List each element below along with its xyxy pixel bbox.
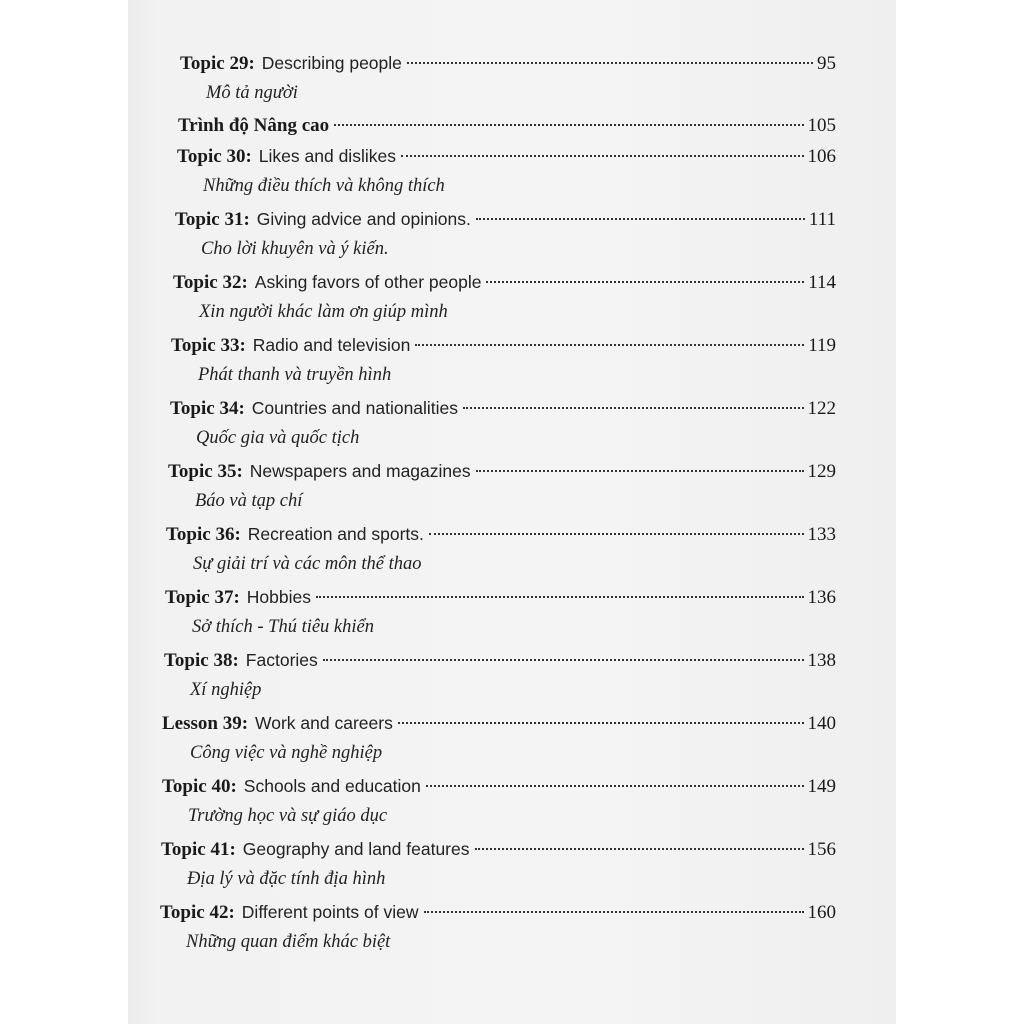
topic-title: Schools and education	[243, 776, 421, 796]
toc-entry-topic-38	[128, 643, 896, 706]
toc-entry-topic-35	[128, 454, 896, 517]
toc-entry-topic-32	[128, 265, 896, 328]
dot-leader	[316, 596, 803, 598]
dot-leader	[334, 124, 803, 126]
topic-title: Countries and nationalities	[251, 398, 459, 418]
toc-line	[173, 265, 836, 299]
toc-entry-topic-37	[128, 580, 896, 643]
topic-label: Topic 41:	[161, 839, 236, 860]
toc-line	[164, 643, 836, 677]
topic-title: Giving advice and opinions.	[256, 209, 471, 229]
topic-title: Describing people	[261, 53, 402, 73]
dot-leader	[398, 722, 804, 724]
page-number: 160	[807, 902, 836, 923]
topic-subtitle: Trường học và sự giáo dục	[188, 806, 388, 826]
topic-title: Newspapers and magazines	[249, 461, 471, 481]
page-number: 119	[808, 335, 836, 356]
toc-line	[175, 202, 836, 236]
page-number: 111	[808, 209, 836, 230]
topic-subtitle: Cho lời khuyên và ý kiến.	[201, 239, 389, 259]
topic-label: Topic 36:	[166, 524, 241, 545]
topic-label: Topic 37:	[165, 587, 240, 608]
dot-leader	[415, 344, 804, 346]
topic-subtitle: Báo và tạp chí	[195, 491, 303, 511]
page-number: 122	[807, 398, 836, 419]
toc-entry-topic-33	[128, 328, 896, 391]
toc-line	[162, 706, 836, 740]
dot-leader	[475, 848, 804, 850]
dot-leader	[401, 155, 804, 157]
dot-leader	[429, 533, 804, 535]
topic-subtitle: Công việc và nghề nghiệp	[190, 743, 383, 763]
page-number: 129	[807, 461, 836, 482]
topic-title: Work and careers	[255, 713, 393, 733]
topic-title: Likes and dislikes	[258, 146, 396, 166]
topic-subtitle: Những quan điểm khác biệt	[186, 932, 391, 952]
section-label: Trình độ Nâng cao	[178, 115, 330, 136]
topic-label: Topic 32:	[173, 272, 248, 293]
topic-title: Hobbies	[246, 587, 312, 607]
topic-label: Topic 40:	[162, 776, 237, 797]
dot-leader	[463, 407, 803, 409]
dot-leader	[407, 62, 813, 64]
topic-label: Topic 29:	[180, 53, 255, 74]
toc-line	[165, 580, 836, 614]
topic-subtitle: Những điều thích và không thích	[203, 176, 445, 196]
topic-subtitle: Mô tả người	[206, 83, 298, 103]
toc-line	[170, 391, 836, 425]
topic-title: Different points of view	[241, 902, 419, 922]
topic-subtitle: Xí nghiệp	[190, 680, 262, 700]
page-number: 105	[807, 115, 836, 136]
page-number: 149	[807, 776, 836, 797]
topic-subtitle: Phát thanh và truyền hình	[198, 365, 392, 385]
toc-entry-topic-34	[128, 391, 896, 454]
toc-entry-topic-36	[128, 517, 896, 580]
toc-entry-topic-31	[128, 202, 896, 265]
topic-label: Topic 33:	[171, 335, 246, 356]
toc-line	[168, 454, 836, 488]
page-number: 136	[807, 587, 836, 608]
toc-section-heading	[128, 109, 896, 139]
topic-title: Geography and land features	[242, 839, 470, 859]
topic-subtitle: Xin người khác làm ơn giúp mình	[199, 302, 448, 322]
topic-subtitle: Sự giải trí và các môn thể thao	[193, 554, 422, 574]
table-of-contents	[128, 46, 896, 958]
page-number: 106	[807, 146, 836, 167]
page-number: 133	[807, 524, 836, 545]
toc-entry-topic-29	[128, 46, 896, 109]
book-page	[128, 0, 896, 1024]
toc-line	[162, 769, 836, 803]
toc-entry-topic-40	[128, 769, 896, 832]
toc-line	[161, 832, 836, 866]
dot-leader	[424, 911, 804, 913]
topic-label: Lesson 39:	[162, 713, 249, 734]
toc-line	[171, 328, 836, 362]
dot-leader	[426, 785, 804, 787]
topic-subtitle: Địa lý và đặc tính địa hình	[187, 869, 386, 889]
topic-label: Topic 38:	[164, 650, 239, 671]
toc-line	[177, 139, 836, 173]
topic-title: Factories	[245, 650, 318, 670]
topic-label: Topic 35:	[168, 461, 243, 482]
page-number: 140	[807, 713, 836, 734]
topic-title: Radio and television	[252, 335, 411, 355]
topic-subtitle: Quốc gia và quốc tịch	[196, 428, 360, 448]
topic-subtitle: Sở thích - Thú tiêu khiển	[192, 617, 374, 637]
toc-line	[166, 517, 836, 551]
toc-entry-lesson-39	[128, 706, 896, 769]
topic-label: Topic 34:	[170, 398, 245, 419]
page-number: 138	[807, 650, 836, 671]
page-number: 156	[807, 839, 836, 860]
toc-entry-topic-42	[128, 895, 896, 958]
topic-title: Asking favors of other people	[254, 272, 482, 292]
toc-line	[180, 46, 836, 80]
page-number: 95	[817, 53, 836, 74]
dot-leader	[476, 218, 805, 220]
dot-leader	[323, 659, 804, 661]
page-number: 114	[808, 272, 836, 293]
toc-entry-topic-41	[128, 832, 896, 895]
topic-label: Topic 30:	[177, 146, 252, 167]
dot-leader	[486, 281, 804, 283]
toc-line	[178, 109, 836, 143]
dot-leader	[476, 470, 804, 472]
topic-title: Recreation and sports.	[247, 524, 424, 544]
toc-entry-topic-30	[128, 139, 896, 202]
toc-line	[160, 895, 836, 929]
topic-label: Topic 31:	[175, 209, 250, 230]
topic-label: Topic 42:	[160, 902, 235, 923]
